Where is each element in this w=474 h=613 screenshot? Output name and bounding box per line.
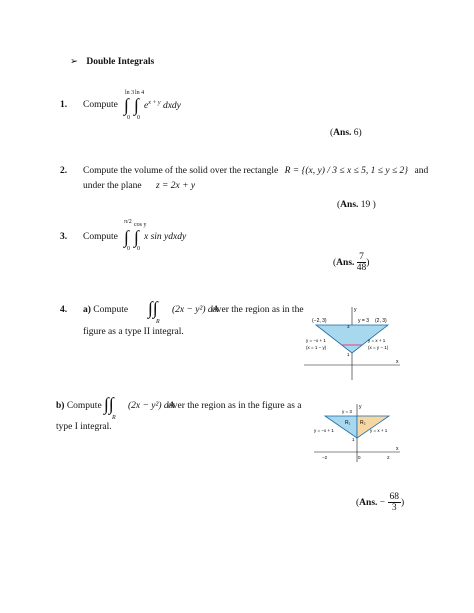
y-axis-label: y	[354, 307, 357, 313]
q2-answer: (Ans. 19 )	[337, 200, 376, 210]
q4-number: 4.	[60, 305, 68, 315]
q3-number: 3.	[60, 232, 68, 242]
line-y3-label: y = 3	[358, 318, 369, 324]
line-y3-label: y = 3	[342, 409, 352, 414]
x-axis-label: x	[396, 446, 399, 452]
left-line-label: y = −x + 1	[306, 338, 326, 343]
tick-1-label: 1	[352, 437, 355, 442]
q4a-line2: figure as a type II integral.	[83, 327, 184, 337]
q1-answer: (Ans. 6)	[330, 128, 362, 138]
R2-label: R₂	[360, 420, 366, 426]
q4b-integral: ∫∫ R (2x − y²) dA	[104, 394, 175, 421]
q3-integral: π/2 cos y ∫ ∫ 0 0	[124, 219, 147, 252]
bullet-arrow-icon: ➢	[70, 57, 78, 67]
q1-label: Compute	[83, 100, 118, 110]
q4b-line2: type I integral.	[56, 422, 112, 432]
q3-answer: (Ans. $\frac{7}{48}$ )	[333, 252, 370, 274]
point-right-label: (2, 3)	[375, 318, 387, 324]
q3-label: Compute	[83, 232, 118, 242]
section-header	[70, 56, 154, 67]
right-line-label: y = x + 1	[368, 338, 386, 343]
tick-0-label: 0	[358, 455, 361, 460]
tick-2-label: 2	[387, 455, 390, 460]
R1-label: R₁	[345, 420, 351, 426]
region-figure-1	[302, 305, 402, 380]
q4a-text: a) Compute	[83, 305, 129, 315]
integral-sign: ∫	[124, 95, 129, 115]
tick-3-label: 3	[347, 324, 350, 329]
left-line-alt-label: (x = 1 − y)	[306, 345, 327, 350]
tick-1-label: 1	[347, 352, 350, 357]
q4-answer: (Ans. − $\frac{68}{3}$ )	[356, 492, 405, 514]
q4a-line1: over the region as in the	[212, 305, 304, 315]
left-line-label: y = −x + 1	[314, 428, 334, 433]
q1-number: 1.	[60, 100, 68, 110]
region-figure-2	[312, 402, 402, 464]
q4a-integral: ∫∫ R (2x − y²) dA	[148, 298, 219, 325]
q1-integrand: $e^{x + y}$ dxdy	[144, 100, 181, 112]
q2-number: 2.	[60, 166, 68, 176]
q4b-text: b) Compute	[56, 401, 102, 411]
y-axis-label: y	[359, 404, 362, 410]
right-line-alt-label: (x = y − 1)	[368, 345, 389, 350]
tick-minus2-label: −2	[322, 455, 328, 460]
x-axis-label: x	[396, 359, 399, 365]
integral-sign: ∫	[134, 95, 139, 115]
q2-line1: Compute the volume of the solid over the rectangle R = {(x, y) / 3 ≤ x ≤ 5, 1 ≤ y ≤ 2} and	[83, 166, 429, 176]
region-R1	[325, 416, 357, 438]
right-line-label: y = x + 1	[370, 428, 388, 433]
q1-integral: ln 3 ln 4 ∫ ∫ 0 0	[124, 90, 145, 121]
q2-line2: under the plane z = 2x + y	[83, 181, 196, 191]
q4b-line1: over the region as in the figure as a	[168, 401, 302, 411]
point-left-label: (−2, 3)	[312, 318, 327, 324]
q3-integrand: x sin ydxdy	[144, 232, 187, 242]
section-title: Double Integrals	[86, 57, 155, 67]
